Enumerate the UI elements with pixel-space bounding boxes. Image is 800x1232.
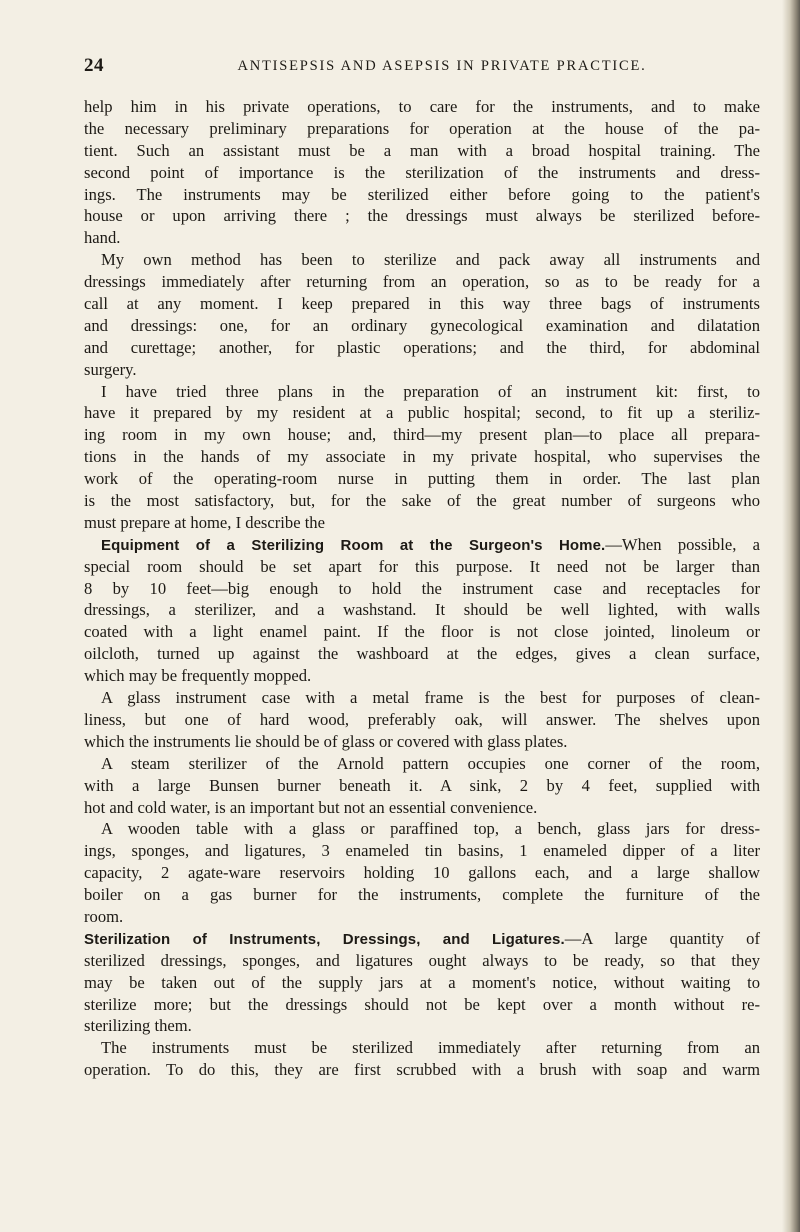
text-line [84, 249, 760, 271]
line-text: may be taken out of the supply jars at a moment's notice, without waiting to [84, 972, 760, 992]
line-text: hand. [84, 228, 121, 248]
line-text: have it prepared by my resident at a public hospital; second, to fit up a steriliz- [84, 403, 760, 423]
text-line [84, 446, 760, 468]
page-edge-shadow [782, 0, 800, 1232]
line-text: sterilized dressings, sponges, and ligatures ought always to be ready, so that they [84, 950, 760, 970]
line-text: dressings, a sterilizer, and a washstand. It should be well lighted, with walls [84, 600, 760, 620]
line-text: room. [84, 906, 124, 926]
text-line [84, 1037, 760, 1059]
text-line [84, 140, 760, 162]
text-line [84, 271, 760, 293]
text-line [84, 227, 760, 249]
text-line [84, 381, 760, 403]
text-line [84, 424, 760, 446]
line-text: tions in the hands of my associate in my private hospital, who supervises the [84, 447, 760, 467]
line-text: boiler on a gas burner for the instruments, complete the furniture of the [84, 885, 760, 905]
text-line [84, 556, 760, 578]
text-line [84, 337, 760, 359]
line-text: ing room in my own house; and, third—my present plan—to place all prepara- [84, 425, 760, 445]
text-line [84, 621, 760, 643]
text-line [84, 468, 760, 490]
line-text: and dressings: one, for an ordinary gynecological examination and dilatation [84, 315, 760, 335]
line-text: is the most satisfactory, but, for the sake of the great number of surgeons who [84, 491, 760, 511]
line-text: sterilizing them. [84, 1016, 192, 1036]
text-line [84, 293, 760, 315]
text-line [84, 490, 760, 512]
text-line [84, 775, 760, 797]
line-text: A wooden table with a glass or paraffined top, a bench, glass jars for dress- [101, 819, 760, 839]
line-text: —A large quantity of [564, 928, 760, 948]
page-number: 24 [84, 55, 104, 76]
line-text: coated with a light enamel paint. If the floor is not close jointed, linoleum or [84, 622, 760, 642]
text-line [84, 950, 760, 972]
line-text: sterilize more; but the dressings should not be kept over a month without re- [84, 994, 760, 1014]
line-text: ings, sponges, and ligatures, 3 enameled tin basins, 1 enameled dipper of a liter [84, 841, 760, 861]
line-text: special room should be set apart for this purpose. It need not be larger than [84, 556, 760, 576]
line-text: A steam sterilizer of the Arnold pattern occupies one corner of the room, [101, 753, 760, 773]
text-line [84, 709, 760, 731]
line-text: second point of importance is the sterilization of the instruments and dress- [84, 162, 760, 182]
text-line [84, 840, 760, 862]
text-line [84, 118, 760, 140]
text-line [84, 753, 760, 775]
line-text: and curettage; another, for plastic operations; and the third, for abdominal [84, 337, 760, 357]
text-line [84, 884, 760, 906]
text-line [84, 184, 760, 206]
line-text: —When possible, a [605, 534, 760, 554]
running-head: ANTISEPSIS AND ASEPSIS IN PRIVATE PRACTICE. [237, 58, 647, 74]
text-line [84, 994, 760, 1016]
text-line [84, 205, 760, 227]
line-text: which the instruments lie should be of glass or covered with glass plates. [84, 731, 568, 751]
text-line [84, 315, 760, 337]
text-line [84, 906, 760, 928]
text-line [84, 643, 760, 665]
line-text: A glass instrument case with a metal frame is the best for purposes of clean- [101, 688, 760, 708]
text-line [84, 402, 760, 424]
text-line [84, 862, 760, 884]
text-line [84, 534, 760, 556]
line-text: help him in his private operations, to care for the instruments, and to make [84, 97, 760, 116]
body-text [84, 96, 760, 1081]
text-line [84, 797, 760, 819]
section-heading: Sterilization of Instruments, Dressings, and Ligatures. [84, 930, 565, 948]
text-line [84, 818, 760, 840]
text-line [84, 665, 760, 687]
line-text: with a large Bunsen burner beneath it. A sink, 2 by 4 feet, supplied with [84, 775, 760, 795]
text-line [84, 1015, 760, 1037]
line-text: must prepare at home, I describe the [84, 512, 325, 532]
line-text: operation. To do this, they are first scrubbed with a brush with soap and warm [84, 1060, 760, 1080]
text-line [84, 96, 760, 118]
line-text: call at any moment. I keep prepared in this way three bags of instruments [84, 294, 760, 314]
line-text: work of the operating-room nurse in putting them in order. The last plan [84, 469, 760, 489]
line-text: liness, but one of hard wood, preferably oak, will answer. The shelves upon [84, 709, 760, 729]
line-text: I have tried three plans in the preparation of an instrument kit: first, to [101, 381, 760, 401]
line-text: house or upon arriving there ; the dressings must always be sterilized before- [84, 206, 760, 226]
text-line [84, 599, 760, 621]
text-line [84, 731, 760, 753]
text-line [84, 1059, 760, 1081]
line-text: capacity, 2 agate-ware reservoirs holding 10 gallons each, and a large shallow [84, 863, 760, 883]
line-text: surgery. [84, 359, 137, 379]
text-line [84, 972, 760, 994]
line-text: 8 by 10 feet—big enough to hold the instrument case and receptacles for [84, 578, 760, 598]
line-text: dressings immediately after returning from an operation, so as to be ready for a [84, 272, 760, 292]
line-text: My own method has been to sterilize and pack away all instruments and [101, 250, 760, 270]
line-text: the necessary preliminary preparations for operation at the house of the pa- [84, 118, 760, 138]
line-text: hot and cold water, is an important but not an essential convenience. [84, 797, 538, 817]
text-line [84, 578, 760, 600]
text-line [84, 512, 760, 534]
line-text: The instruments must be sterilized immediately after returning from an [101, 1038, 760, 1058]
section-heading: Equipment of a Sterilizing Room at the Surgeon's Home. [101, 536, 606, 554]
line-text: ings. The instruments may be sterilized either before going to the patient's [84, 184, 760, 204]
text-line [84, 928, 760, 950]
line-text: oilcloth, turned up against the washboard at the edges, gives a clean surface, [84, 644, 760, 664]
line-text: tient. Such an assistant must be a man with a broad hospital training. The [84, 140, 760, 160]
text-line [84, 162, 760, 184]
text-line [84, 687, 760, 709]
page-header [84, 55, 760, 81]
text-line [84, 359, 760, 381]
line-text: which may be frequently mopped. [84, 666, 312, 686]
